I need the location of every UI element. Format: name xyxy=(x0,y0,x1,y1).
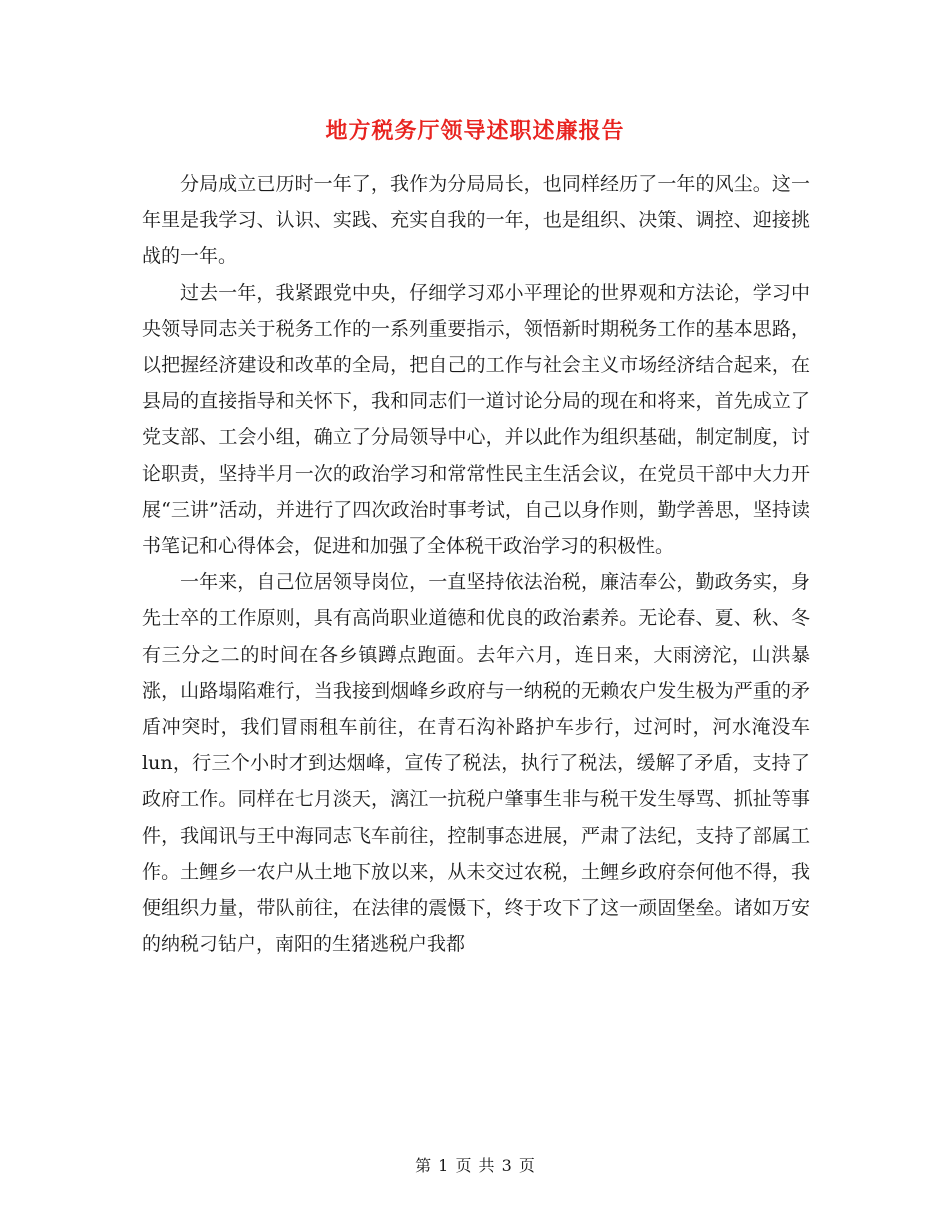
paragraph-intro: 分局成立已历时一年了，我作为分局局长，也同样经历了一年的风尘。这一年里是我学习、认识、实践、充实自我的一年，也是组织、决策、调控、迎接挑战的一年。 xyxy=(142,173,810,268)
document-body xyxy=(142,166,810,962)
document-title: 地方税务厅领导述职述廉报告 xyxy=(325,118,625,144)
page-number: 第 1 页 共 3 页 xyxy=(415,1156,535,1175)
paragraph-work: 一年来，自己位居领导岗位，一直坚持依法治税，廉洁奉公，勤政务实，身先士卒的工作原则，具有高尚职业道德和优良的政治素养。无论春、夏、秋、冬有三分之二的时间在各乡镇蹲点跑面。去年六月，连日来，大雨滂沱，山洪暴涨，山路塌陷难行，当我接到烟峰乡政府与一纳税的无赖农户发生极为严重的矛盾冲突时，我们冒雨租车前往，在青石沟补路护车步行，过河时，河水淹没车lun，行三个小时才到达烟峰，宣传了税法，执行了税法，缓解了矛盾，支持了政府工作。同样在七月淡天，漓江一抗税户肇事生非与税干发生辱骂、抓扯等事件，我闻讯与王中海同志飞车前往，控制事态进展，严肃了法纪，支持了部属工作。土鲤乡一农户从土地下放以来，从未交过农税，土鲤乡政府奈何他不得，我便组织力量，带队前往，在法律的震慑下，终于攻下了这一顽固堡垒。诸如万安的纳税刁钻户，南阳的生猪逃税户我都 xyxy=(142,571,810,956)
paragraph-study: 过去一年，我紧跟党中央，仔细学习邓小平理论的世界观和方法论，学习中央领导同志关于税务工作的一系列重要指示，领悟新时期税务工作的基本思路，以把握经济建设和改革的全局，把自己的工作与社会主义市场经济结合起来，在县局的直接指导和关怀下，我和同志们一道讨论分局的现在和将来，首先成立了党支部、工会小组，确立了分局领导中心，并以此作为组织基础，制定制度，讨论职责，坚持半月一次的政治学习和常常性民主生活会议，在党员干部中大力开展“三讲”活动，并进行了四次政治时事考试，自己以身作则，勤学善思，坚持读书笔记和心得体会，促进和加强了全体税干政治学习的积极性。 xyxy=(142,281,810,558)
